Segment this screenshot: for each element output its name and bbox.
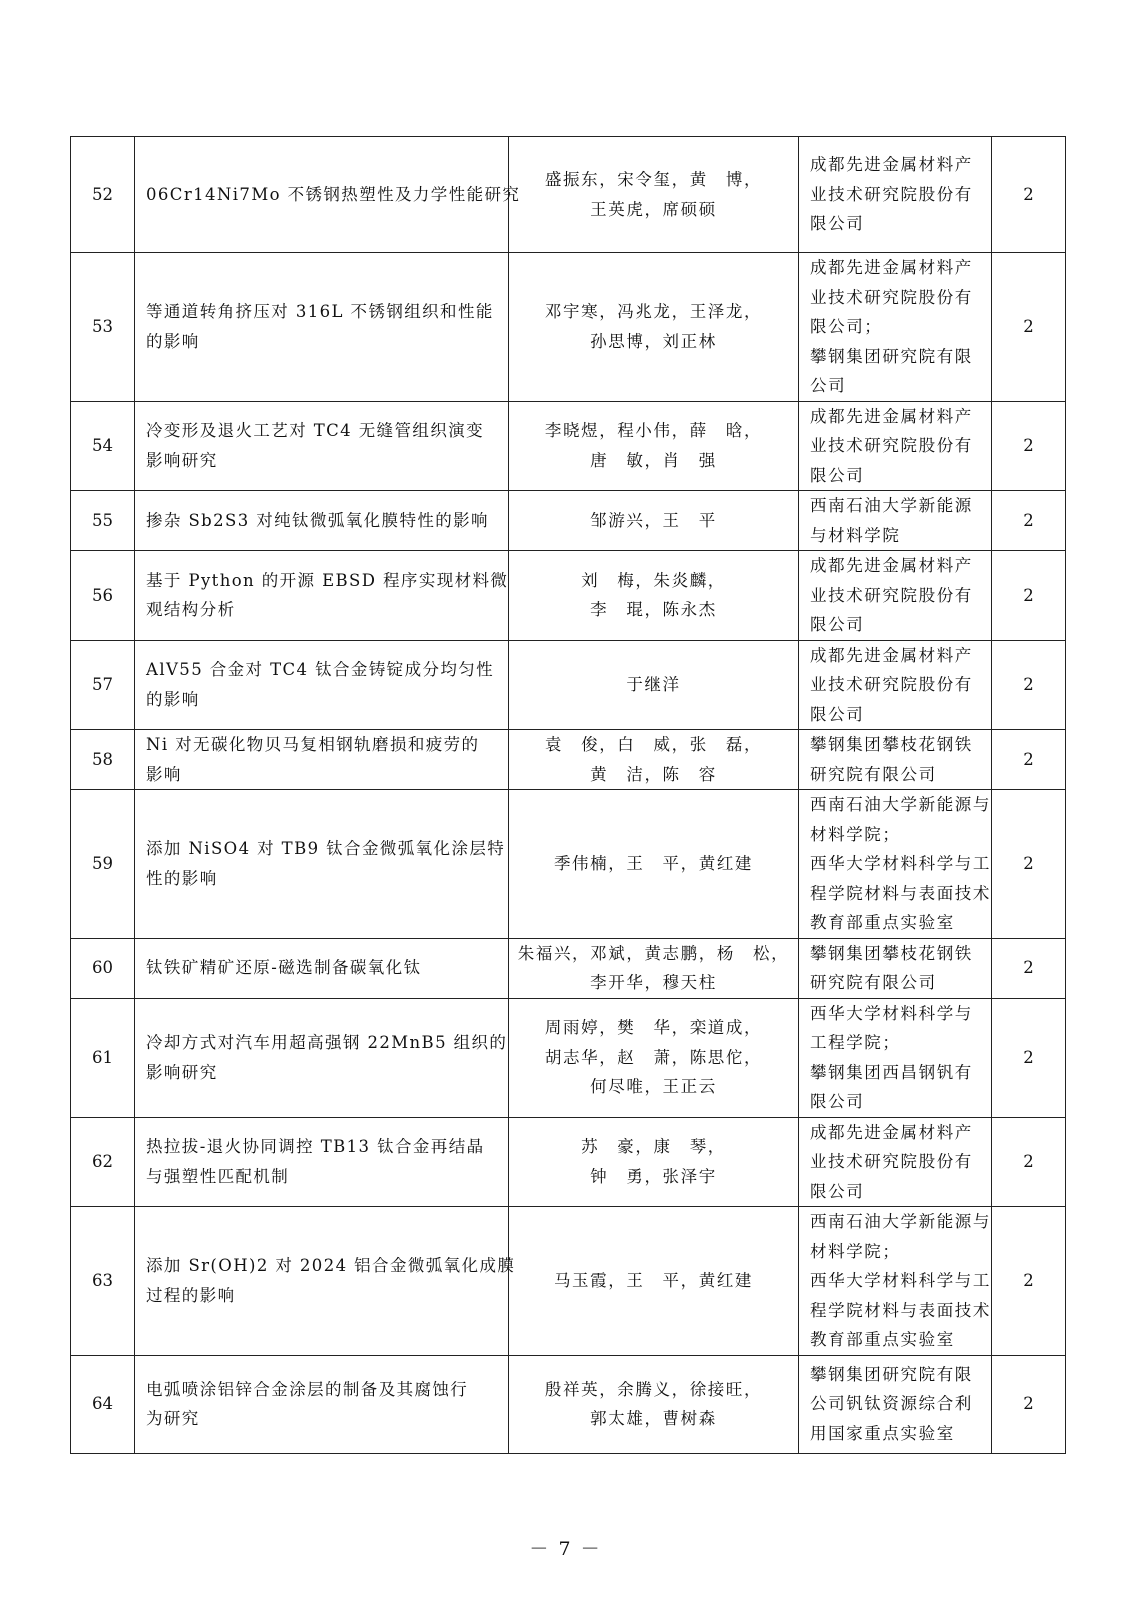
page-number: － 7 － [529, 1538, 602, 1560]
paper-authors-line: 刘 梅，朱炎麟， [581, 570, 726, 590]
paper-organization [799, 1207, 992, 1356]
paper-organization-line: 限公司 [810, 1092, 865, 1111]
paper-organization-line: 攀钢集团研究院有限 [810, 1364, 973, 1384]
paper-title-line: 基于 Python 的开源 EBSD 程序实现材料微 [146, 570, 509, 590]
paper-title-line: 影响研究 [146, 1062, 218, 1082]
paper-organization-line: 业技术研究院股份有 [810, 436, 973, 455]
paper-organization-line: 限公司 [810, 1181, 865, 1201]
paper-authors-line: 马玉霞，王 平，黄红建 [553, 1271, 754, 1290]
paper-organization-line: 材料学院； [810, 824, 901, 844]
paper-authors [509, 1355, 799, 1453]
paper-title [135, 790, 509, 939]
paper-authors-line: 季伟楠，王 平，黄红建 [553, 854, 754, 873]
paper-title [135, 253, 509, 402]
table-row [71, 253, 1066, 402]
paper-authors-line: 钟 勇，张泽宇 [590, 1166, 717, 1186]
row-number: 57 [71, 640, 135, 730]
paper-organization-line: 用国家重点实验室 [810, 1423, 955, 1443]
table-row [71, 137, 1066, 253]
paper-organization [799, 998, 992, 1117]
paper-organization-line: 公司 [810, 376, 847, 395]
paper-organization [799, 938, 992, 998]
paper-organization-line: 西南石油大学新能源与 [810, 795, 991, 814]
row-number: 55 [71, 491, 135, 551]
table-row [71, 491, 1066, 551]
paper-title [135, 1207, 516, 1356]
row-number: 56 [71, 551, 135, 641]
paper-authors [509, 730, 799, 790]
paper-title-line: 冷却方式对汽车用超高强钢 22MnB5 组织的 [146, 1033, 508, 1052]
paper-organization-line: 成都先进金属材料产 [810, 1122, 973, 1142]
paper-organization [799, 491, 992, 551]
paper-score: 2 [992, 938, 1066, 998]
paper-organization-line: 教育部重点实验室 [810, 913, 955, 932]
paper-score: 2 [992, 998, 1066, 1117]
row-number: 60 [71, 938, 135, 998]
paper-authors-line: 于继洋 [626, 675, 681, 694]
paper-authors-line: 黄 洁，陈 容 [590, 764, 717, 784]
paper-title [135, 1355, 509, 1453]
paper-score: 2 [992, 730, 1066, 790]
paper-title-line: 与强塑性匹配机制 [146, 1166, 290, 1186]
paper-title [135, 998, 509, 1117]
awards-table [70, 136, 1066, 1454]
paper-organization-line: 工程学院； [810, 1033, 901, 1052]
paper-organization [799, 137, 992, 253]
paper-organization-line: 攀钢集团西昌钢钒有 [810, 1062, 973, 1082]
paper-authors-line: 郭太雄，曹树森 [590, 1409, 717, 1428]
paper-organization-line: 攀钢集团攀枝花钢铁 [810, 943, 973, 963]
table-row [71, 998, 1066, 1117]
paper-organization-line: 限公司 [810, 615, 865, 634]
paper-title-line: Ni 对无碳化物贝马复相钢轨磨损和疲劳的 [146, 735, 480, 754]
paper-score: 2 [992, 137, 1066, 253]
paper-organization [799, 1117, 992, 1207]
paper-score: 2 [992, 1355, 1066, 1453]
paper-authors-line: 苏 豪，康 琴， [581, 1137, 726, 1157]
paper-authors-line: 朱福兴，邓斌，黄志鹏，杨 松， [517, 943, 790, 963]
paper-organization-line: 研究院有限公司 [810, 973, 937, 992]
paper-title [135, 730, 509, 790]
paper-organization-line: 业技术研究院股份有 [810, 184, 973, 204]
paper-title-line: AlV55 合金对 TC4 钛合金铸锭成分均匀性 [146, 660, 495, 680]
paper-organization-line: 西南石油大学新能源 [810, 496, 973, 515]
paper-authors-line: 孙思博，刘正林 [590, 331, 717, 351]
table-row [71, 790, 1066, 939]
paper-organization-line: 材料学院； [810, 1241, 901, 1261]
paper-organization-line: 成都先进金属材料产 [810, 406, 973, 426]
paper-authors-line: 李开华，穆天柱 [590, 973, 717, 992]
paper-authors [509, 137, 799, 253]
paper-organization [799, 1355, 992, 1453]
paper-authors [509, 938, 799, 998]
paper-organization-line: 限公司； [810, 317, 883, 336]
paper-title-line: 添加 NiSO4 对 TB9 钛合金微弧氧化涂层特 [146, 839, 506, 859]
row-number: 52 [71, 137, 135, 253]
paper-organization-line: 限公司 [810, 465, 865, 485]
row-number: 64 [71, 1355, 135, 1453]
paper-authors [509, 1117, 799, 1207]
row-number: 58 [71, 730, 135, 790]
paper-title [135, 401, 509, 491]
paper-score: 2 [992, 790, 1066, 939]
paper-score: 2 [992, 1117, 1066, 1207]
paper-authors-line: 周雨婷，樊 华，栾道成， [544, 1018, 763, 1038]
paper-authors-line: 何尽唯，王正云 [590, 1077, 717, 1097]
paper-organization-line: 成都先进金属材料产 [810, 645, 973, 665]
paper-title [135, 640, 509, 730]
paper-organization-line: 限公司 [810, 704, 865, 724]
paper-organization-line: 业技术研究院股份有 [810, 1152, 973, 1171]
paper-title-line: 观结构分析 [146, 600, 236, 620]
paper-organization [799, 730, 992, 790]
paper-organization-line: 程学院材料与表面技术 [810, 883, 991, 903]
paper-authors-line: 李 琨，陈永杰 [590, 600, 717, 620]
paper-organization-line: 攀钢集团攀枝花钢铁 [810, 735, 973, 754]
paper-title-line: 掺杂 Sb2S3 对纯钛微弧氧化膜特性的影响 [146, 510, 489, 530]
paper-organization [799, 253, 992, 402]
paper-authors-line: 袁 俊，白 威，张 磊， [544, 735, 763, 754]
paper-organization-line: 教育部重点实验室 [810, 1330, 955, 1349]
paper-authors-line: 殷祥英，余腾义，徐接旺， [544, 1379, 763, 1399]
row-number: 63 [71, 1207, 135, 1356]
paper-title-line: 等通道转角挤压对 316L 不锈钢组织和性能 [146, 302, 494, 322]
paper-title-line: 06Cr14Ni7Mo 不锈钢热塑性及力学性能研究 [146, 184, 521, 204]
paper-organization-line: 业技术研究院股份有 [810, 585, 973, 605]
paper-organization-line: 业技术研究院股份有 [810, 675, 973, 694]
paper-score: 2 [992, 1207, 1066, 1356]
paper-authors-line: 邹游兴，王 平 [590, 510, 717, 530]
paper-organization-line: 研究院有限公司 [810, 764, 937, 784]
paper-organization-line: 西华大学材料科学与 [810, 1003, 973, 1023]
paper-organization-line: 西南石油大学新能源与 [810, 1212, 991, 1231]
paper-title [135, 1117, 509, 1207]
paper-title-line: 热拉拔-退火协同调控 TB13 钛合金再结晶 [146, 1137, 485, 1157]
table-row [71, 640, 1066, 730]
paper-organization-line: 成都先进金属材料产 [810, 258, 973, 277]
paper-score: 2 [992, 640, 1066, 730]
awards-table-container [70, 136, 1065, 1454]
paper-authors-line: 邓宇寒，冯兆龙，王泽龙， [544, 302, 763, 322]
row-number: 62 [71, 1117, 135, 1207]
paper-title-line: 为研究 [146, 1409, 200, 1428]
paper-organization-line: 程学院材料与表面技术 [810, 1300, 991, 1320]
row-number: 59 [71, 790, 135, 939]
paper-title [135, 938, 509, 998]
paper-authors [509, 491, 799, 551]
paper-title-line: 过程的影响 [146, 1285, 236, 1305]
paper-authors [509, 401, 799, 491]
paper-organization-line: 与材料学院 [810, 525, 901, 545]
table-row [71, 551, 1066, 641]
paper-organization [799, 401, 992, 491]
table-row [71, 938, 1066, 998]
paper-score: 2 [992, 253, 1066, 402]
paper-organization-line: 成都先进金属材料产 [810, 556, 973, 575]
paper-authors-line: 唐 敏，肖 强 [590, 450, 717, 470]
paper-title-line: 影响研究 [146, 450, 218, 470]
paper-organization-line: 限公司 [810, 214, 865, 234]
paper-title-line: 的影响 [146, 331, 200, 351]
paper-organization-line: 成都先进金属材料产 [810, 155, 973, 175]
paper-organization-line: 西华大学材料科学与工 [810, 1271, 991, 1290]
paper-title-line: 的影响 [146, 689, 200, 709]
paper-title-line: 电弧喷涂铝锌合金涂层的制备及其腐蚀行 [146, 1379, 469, 1399]
table-row [71, 1355, 1066, 1453]
paper-title [135, 137, 521, 253]
paper-authors [509, 1207, 799, 1356]
paper-authors-line: 王英虎，席硕硕 [590, 199, 717, 219]
paper-organization-line: 公司钒钛资源综合利 [810, 1394, 973, 1414]
row-number: 53 [71, 253, 135, 402]
paper-title [135, 551, 509, 641]
paper-title-line: 钛铁矿精矿还原-磁选制备碳氧化钛 [146, 958, 422, 978]
paper-organization-line: 业技术研究院股份有 [810, 287, 973, 307]
paper-authors [509, 253, 799, 402]
paper-organization-line: 攀钢集团研究院有限 [810, 346, 973, 366]
paper-authors-line: 李晓煜，程小伟，薛 晗， [544, 421, 763, 441]
paper-title-line: 冷变形及退火工艺对 TC4 无缝管组织演变 [146, 421, 485, 441]
awards-table-body [71, 137, 1066, 1454]
table-row [71, 730, 1066, 790]
row-number: 61 [71, 998, 135, 1117]
table-row [71, 1207, 1066, 1356]
paper-authors [509, 640, 799, 730]
paper-authors-line: 胡志华，赵 萧，陈思佗， [544, 1047, 763, 1067]
paper-score: 2 [992, 491, 1066, 551]
paper-title-line: 性的影响 [146, 868, 218, 888]
paper-score: 2 [992, 551, 1066, 641]
paper-authors [509, 790, 799, 939]
paper-organization [799, 640, 992, 730]
paper-authors [509, 998, 799, 1117]
paper-organization-line: 西华大学材料科学与工 [810, 854, 991, 873]
table-row [71, 401, 1066, 491]
paper-authors [509, 551, 799, 641]
paper-organization [799, 551, 992, 641]
paper-authors-line: 盛振东，宋令玺，黄 博， [544, 170, 763, 189]
paper-title-line: 添加 Sr(OH)2 对 2024 铝合金微弧氧化成膜 [146, 1256, 516, 1276]
table-row [71, 1117, 1066, 1207]
paper-organization [799, 790, 992, 939]
row-number: 54 [71, 401, 135, 491]
paper-title-line: 影响 [146, 764, 182, 784]
paper-title [135, 491, 509, 551]
paper-score: 2 [992, 401, 1066, 491]
